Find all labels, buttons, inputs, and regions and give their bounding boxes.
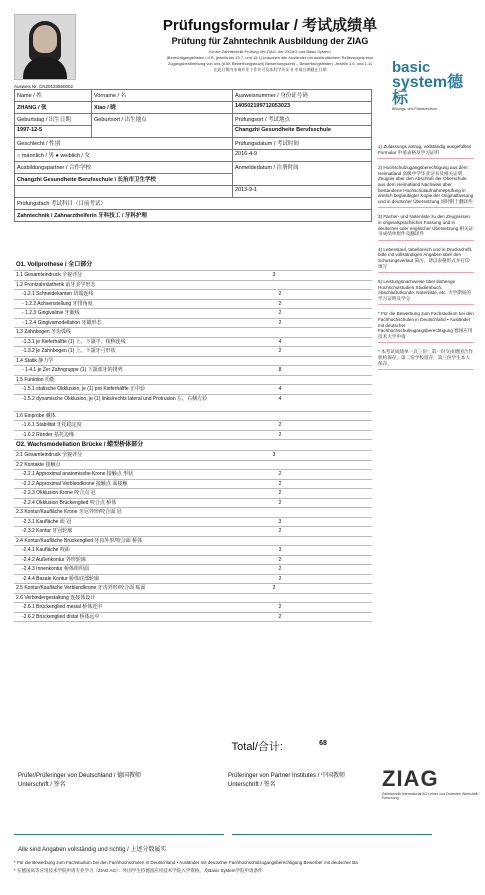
- score-label: 2.3 Kontur/Kaufläche Krone 牙冠外形/咬合面 冠: [16, 509, 122, 515]
- name-value: ZHANG / 张: [15, 102, 92, 114]
- score-label: -2.2.1 Approximal anatomische Krone 接触点 形状: [22, 471, 134, 477]
- score-value: 2: [278, 291, 282, 297]
- score-value: 2: [278, 422, 282, 428]
- pruefdatum-value: 2016-4-9: [233, 150, 372, 162]
- score-row: [14, 421, 372, 431]
- applicant-photo: [14, 14, 76, 80]
- score-row: [14, 461, 372, 471]
- score-value: 8: [278, 367, 282, 373]
- score-row: [14, 412, 372, 422]
- score-row: [14, 565, 372, 575]
- basic-logo-text: basic: [392, 59, 431, 76]
- score-label: -2.2.2 Approximal Verblendkrone 接触点 面接触: [22, 480, 128, 487]
- score-row: [14, 508, 372, 518]
- score-label: 2.6 Verbindergestaltung 连接体设计: [16, 594, 96, 601]
- divider-left: [14, 834, 224, 835]
- ziag-logo-text: ZIAG: [382, 766, 439, 791]
- sidebar-note: * Für die Bewerbung zum Fachstudium bei den Fachhochschulen in Deutschland • Ausländer mit deutscher Fachhochschulzugangsberechtigung 德国应用技术大学申请: [378, 311, 474, 343]
- score-row: [14, 489, 372, 499]
- personal-info-table: [14, 89, 372, 222]
- score-row: [14, 584, 372, 594]
- score-row: [14, 385, 372, 395]
- fine-print-3: Zugangsbestimmung von uns (ASK Bewerbungsbuch) Bewerbungszeit) – Bewerbungsfristen: Jeweils 1.6. und 1.11: [167, 61, 373, 66]
- score-row: [14, 537, 372, 547]
- score-table: [14, 260, 372, 622]
- score-value: [246, 357, 302, 366]
- score-label: 2.4 Kontur/Kaufläche Brückenglied 牙齿外形/咬合面 桥体: [16, 537, 143, 544]
- ziag-logo: [382, 766, 485, 800]
- score-row: [14, 480, 372, 490]
- anmelde-value: 2013-9-1: [233, 186, 372, 198]
- basic-system-logo: [392, 60, 472, 111]
- score-label: - 1.4.1 je Zer Zahngruppe (1) 下颌部牙的排列: [22, 367, 123, 373]
- score-label: 1.3 Zahnbogen 牙齿弧线: [16, 329, 72, 335]
- score-row: [14, 376, 372, 386]
- score-value: 3: [272, 452, 276, 458]
- score-label: -2.4.3 Innenkontur 桥体组织面: [22, 566, 89, 572]
- score-label: 1.2 Frontzahnästhetik 前牙美学形态: [16, 281, 96, 288]
- requirements-sidebar: [378, 144, 474, 376]
- score-label: O2. Wachsmodellation Brücke / 蜡型桥体部分: [16, 442, 144, 448]
- signature-germany-sig: Unterschrift / 签名: [18, 782, 66, 788]
- score-value: [246, 461, 302, 470]
- signature-germany: [18, 772, 198, 790]
- score-label: 2.5 Kontur/Kaufläche Verblendkrone 牙齿外形/咬合面 贴面: [16, 585, 146, 591]
- score-value: 3: [272, 272, 276, 278]
- score-value: 2: [278, 471, 282, 477]
- total-value: 68: [319, 740, 327, 747]
- score-label: -1.5.1 statische Okklusion, je (1) pro Kieferhälfte 正中验: [22, 386, 146, 392]
- section-header-row: [14, 260, 372, 271]
- score-row: [14, 395, 372, 412]
- score-row: [14, 546, 372, 556]
- score-value: [246, 328, 302, 337]
- score-label: -2.3.1 Kaufläche 面 冠: [22, 518, 72, 525]
- score-row: [14, 518, 372, 528]
- score-row: [14, 527, 372, 537]
- vorname-label: Vorname / 名: [92, 90, 233, 102]
- score-row: [14, 290, 372, 300]
- score-label: -2.4.2 Außenkontur 外形轮廓: [22, 556, 86, 563]
- score-value: 2: [278, 480, 282, 487]
- ausweis-number: Ausweis Nr. CN20133550002: [14, 84, 74, 89]
- score-label: O1. Vollprothese / 全口部分: [16, 262, 93, 268]
- score-label: - 1.2.3 Gingivalinie 牙龈线: [22, 310, 80, 316]
- score-value: [246, 440, 302, 450]
- system-logo-text: system德标: [392, 74, 464, 107]
- score-label: 2.2 Kontakte 接触点: [16, 461, 61, 468]
- footer-note-2: * 在德国高等应用技术学院申请专业学习（ZIAG AG）：外国学生持德国应用技术学院入学资格，及Basic System学院申请条件: [14, 868, 263, 873]
- form-title: Prüfungsformular / 考试成绩单: [162, 17, 378, 34]
- signature-partner: [228, 772, 378, 790]
- score-value: 2: [278, 604, 282, 610]
- score-value: 2: [278, 499, 282, 506]
- fach-value: Zahntechnik / Zahnarzthelferin 牙科技工 / 牙科护理: [15, 210, 372, 222]
- score-value: [246, 508, 302, 517]
- score-label: 1.4 Statik 静力学: [16, 357, 54, 364]
- score-row: [14, 603, 372, 613]
- score-row: [14, 613, 372, 623]
- score-row: [14, 431, 372, 441]
- fach-label: Prüfungsfach 考试科目（目前考试）: [15, 198, 372, 210]
- signature-partner-sig: Unterschrift / 签名: [228, 782, 276, 788]
- sidebar-note: 5) Leistungsnachweise über bisherige Hochschulstudien Studienbuch, Abschlußurkunde, Notenliste, etc. 大学期间的学习证明及学分: [378, 279, 474, 305]
- score-value: [246, 281, 302, 290]
- score-value: 2: [278, 528, 282, 534]
- score-row: [14, 328, 372, 338]
- score-label: -2.4.4 Basale Kontur 桥体底部轮廓: [22, 575, 99, 582]
- pruefort-value: Changzhi Gesundheite Berufsschule: [233, 126, 372, 138]
- score-label: 1.5 Funktion 功能: [16, 376, 55, 383]
- score-label: - 1.2.4 Gingivamodellation 牙龈形态: [22, 319, 102, 326]
- score-value: [246, 376, 302, 385]
- signature-partner-title: Prüferinger von Partner Institutes / 中国教师: [228, 773, 346, 779]
- score-label: 1.6 Einprobe 戴体: [16, 412, 56, 419]
- footer-note-1: * Für die Bewerbung zum Fachstudium bei den Fachhochschulen in Deutschland • Ausländer mit deutscher Fachhochschulzugangsberechtigung Bewerber mit deutscher Ba: [14, 860, 358, 865]
- score-label: -1.5.2 dynamische Okklusion, je (1) links/rechts lateral und Protrusion 左、右侧方验: [22, 395, 208, 402]
- score-value: [246, 260, 302, 270]
- score-label: -1.3.2 je Zahnbogen (1) 上、下颌牙弓形状: [22, 348, 116, 354]
- score-label: -1.2.1 Schneidekanten 切端连线: [22, 291, 94, 297]
- anmelde-label: Anmeldedatum / 注册时间: [233, 162, 372, 186]
- section-header-row: [14, 440, 372, 451]
- score-value: 2: [278, 319, 282, 326]
- vorname-value: Xiao / 晓: [92, 102, 233, 114]
- signature-germany-title: Prüfer/Prüferinger von Deutschland / 德国教师: [18, 773, 142, 779]
- fine-print-2: (Berechtigungsfristen i.d.R. jeweils bis 15.7. und 15.1) brauchen alle Ausländer mit ausländischem Reifezeugnis eine: [166, 55, 374, 60]
- geburtstag-label: Geburtstag / 出生日期: [15, 114, 92, 126]
- logo-tagline: Bildungs- und Praxiszentrum: [392, 107, 437, 111]
- score-row: [14, 470, 372, 480]
- score-row: [14, 357, 372, 367]
- score-label: -2.2.3 Okklusion Krone 咬合点 冠: [22, 490, 96, 496]
- score-value: [246, 594, 302, 603]
- total-row: [168, 738, 373, 752]
- score-row: [14, 556, 372, 566]
- sidebar-note: 1) Zulassungs antrag, vollständig ausgefülltes Formular 申请表格及学习证明: [378, 144, 474, 159]
- sidebar-note: 3) Fächer- und Notenliste zu den Zeugnissen in originalsprachlicher Fassung und in deutscher oder englischer Übersetzung 相关证书成绩单原件及翻译件: [378, 214, 474, 240]
- score-label: -1.3.1 je Kieferhälfte (1) 上、下颌半、相称连线: [22, 338, 126, 345]
- ausweis-value: 140502199712053023: [233, 102, 372, 114]
- score-row: [14, 300, 372, 310]
- sidebar-note: * 本考试成绩单一式三份：第一份交由德国合作机构保存，第二份学校留存，第三份学生本人保存。: [378, 349, 474, 370]
- score-value: 2: [278, 490, 282, 496]
- score-value: 4: [278, 395, 282, 402]
- pruefort-label: Prüfungsort / 考试地点: [233, 114, 372, 126]
- score-row: [14, 309, 372, 319]
- total-label: Total/合计:: [231, 741, 283, 753]
- footer-statement: Alle sind Angaben vollständig und richtig / 上述分数属实: [18, 847, 167, 853]
- fine-print-4: 在此日期内申请专业工作许可及本科学历证书 申请日期截止日期: [213, 67, 327, 72]
- score-value: 2: [278, 348, 282, 354]
- geschlecht-value: ○ männlich / 男 ● weiblich / 女: [15, 150, 233, 162]
- fine-print-1: für die Zahntechnik Prüfung der ZIAG, der ZIGAG und Basic System: [209, 49, 331, 54]
- score-row: [14, 271, 372, 281]
- score-value: 2: [278, 613, 282, 620]
- partner-value: Changzhi Gesundheite Berufsschule \ 长治市卫生学校: [15, 174, 233, 186]
- score-label: 1.1 Gesamteindruck 全貌评分: [16, 272, 83, 278]
- score-label: -1.6.1 Stabilität 牙托稳定度: [22, 422, 82, 428]
- score-row: [14, 366, 372, 376]
- score-value: [246, 412, 302, 421]
- name-label: Name / 姓: [15, 90, 92, 102]
- score-value: 3: [278, 518, 282, 525]
- sidebar-note: 4) Lebenslauf, tabellarisch und in Druckschrift, bitte mit vollständigen Angaben über den Schulungsverlauf 简历，请以表格形式并打印填写: [378, 247, 474, 273]
- score-row: [14, 281, 372, 291]
- ausweis-label: Ausweisnummer / 身份证号码: [233, 90, 372, 102]
- score-label: -2.6.2 Brückenglied distal 桥体远中: [22, 613, 100, 620]
- divider-right: [232, 834, 432, 835]
- score-row: [14, 338, 372, 348]
- ziag-tagline: Zahntechnik International AG Lehrer und Dozenten Wirtschaft / Forschung: [382, 792, 480, 800]
- score-value: 4: [278, 338, 282, 345]
- score-label: -2.6.1 Brückenglied mesial 桥体近中: [22, 604, 103, 610]
- form-subtitle: Prüfung für Zahntechnik Ausbildung der ZIAG: [171, 36, 369, 46]
- score-value: 2: [278, 575, 282, 582]
- score-value: 3: [278, 547, 282, 553]
- score-label: - 1.2.2 Achsenstellung 牙排角度: [22, 300, 93, 307]
- pruefdatum-label: Prüfungsdatum / 考试时间: [233, 138, 372, 150]
- score-value: 2: [278, 431, 282, 438]
- score-row: [14, 575, 372, 585]
- score-row: [14, 451, 372, 461]
- geburtstag-value: 1997-12-5: [15, 126, 92, 138]
- score-value: 2: [278, 310, 282, 316]
- score-value: 4: [278, 386, 282, 392]
- score-label: -2.3.2 Kontur 牙冠轮廓: [22, 528, 73, 534]
- score-value: 2: [272, 585, 276, 591]
- score-row: [14, 319, 372, 329]
- score-value: 2: [278, 566, 282, 572]
- score-label: 2.1 Gesamteindruck 全貌评分: [16, 452, 83, 458]
- geschlecht-label: Geschlecht / 性别: [15, 138, 233, 150]
- score-row: [14, 347, 372, 357]
- partner-label: Ausbildungspartner / 合作学校: [15, 162, 233, 174]
- score-label: -2.2.4 Okklusion Brückenglied 咬合点 桥体: [22, 499, 117, 506]
- score-value: [246, 537, 302, 546]
- sidebar-note: 2) Hochschulzugangsberechtigung aus dem Heimatland 高级中学毕业证书及相关证明 Zeugnis über den Abschluß der Oberschule aus dem Heimatland Nachweis über bestandene Hochschulaufnahmeprüfung in amtlich beglaubigter Kopie der Originalfassung und in deutscher Übersetzung 同时附上翻译件: [378, 165, 474, 208]
- score-value: 2: [278, 300, 282, 307]
- geburtsort-label: Geburtsort / 出生地点: [92, 114, 233, 138]
- score-row: [14, 499, 372, 509]
- score-label: -1.6.2 Ränder 基托边缘: [22, 431, 74, 438]
- score-value: 2: [278, 556, 282, 563]
- score-label: -2.4.1 Kaufläche 咬面: [22, 547, 70, 553]
- score-row: [14, 594, 372, 604]
